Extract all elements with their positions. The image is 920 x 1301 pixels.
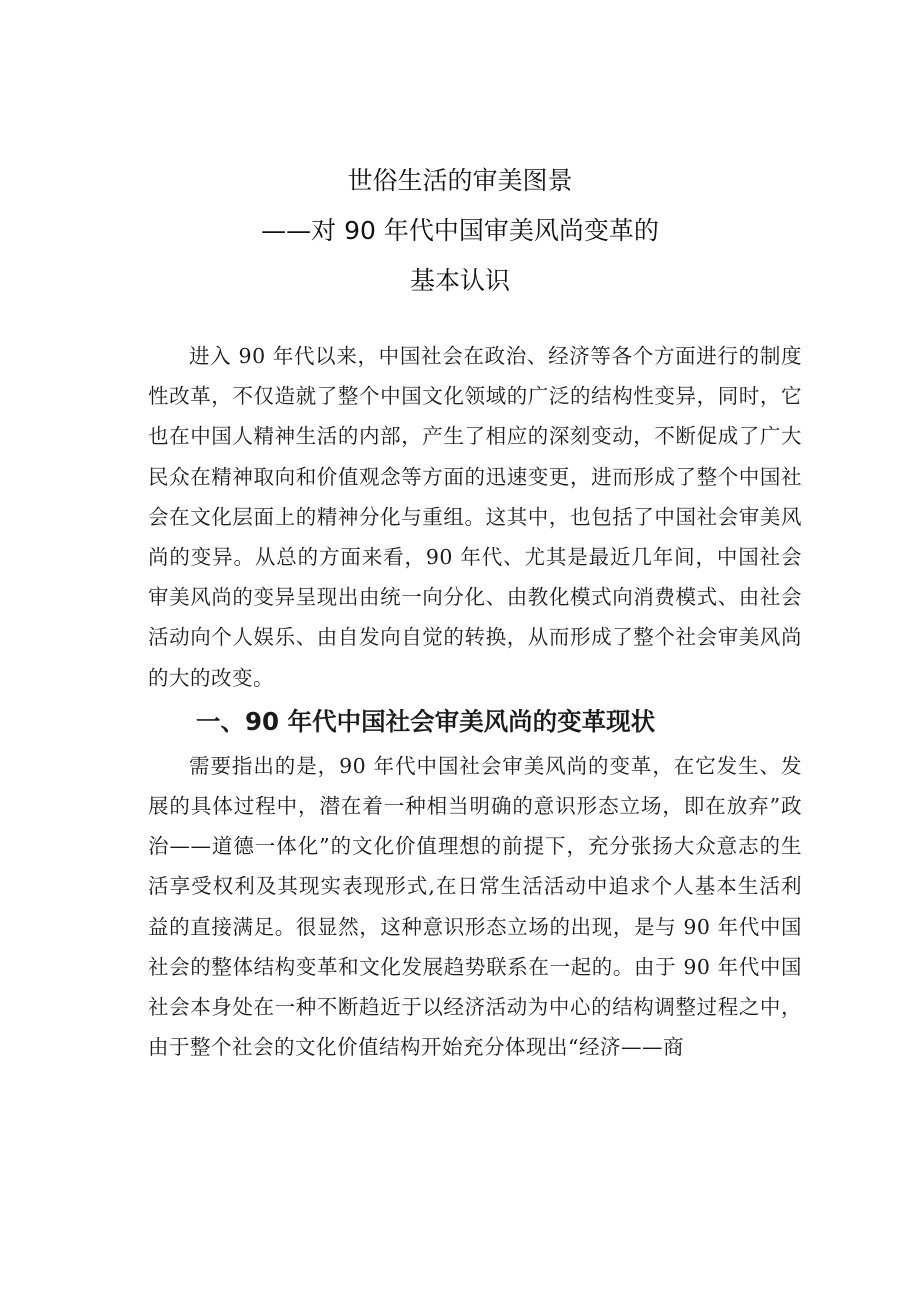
intro-paragraph: 进入 90 年代以来，中国社会在政治、经济等各个方面进行的制度性改革，不仅造就了整个中国文化领域的广泛的结构性变异，同时，它也在中国人精神生活的内部，产生了相应的深刻变动，不断促成了广大民众在精神取向和价值观念等方面的迅速变更，进而形成了整个中国社会在文化层面上的精神分化与重组。这其中，也包括了中国社会审美风尚的变异。从总的方面来看，90 年代、尤其是最近几年间，中国社会审美风尚的变异呈现出由统一向分化、由教化模式向消费模式、由社会活动向个人娱乐、由自发向自觉的转换，从而形成了整个社会审美风尚的大的改变。 [148, 344, 802, 690]
document-subtitle-line-2: 基本认识 [409, 266, 510, 295]
title-block [0, 156, 920, 306]
section-paragraph: 需要指出的是，90 年代中国社会审美风尚的变革，在它发生、发展的具体过程中，潜在着一种相当明确的意识形态立场，即在放弃”政治——道德一体化”的文化价值理想的前提下，充分张扬大众意志的生活享受权利及其现实表现形式,在日常生活活动中追求个人基本生活利益的直接满足。很显然，这种意识形态立场的出现，是与 90 年代中国社会的整体结构变革和文化发展趋势联系在一起的。由于 90 年代中国社会本身处在一种不断趋近于以经济活动为中心的结构调整过程之中，由于整个社会的文化价值结构开始充分体现出“经济——商 [148, 753, 802, 1060]
document-title: 世俗生活的审美图景 [347, 166, 573, 195]
section-heading: 一、90 年代中国社会审美风尚的变革现状 [196, 706, 656, 736]
document-subtitle-line-1: ——对 90 年代中国审美风尚变革的 [261, 216, 659, 245]
document-body [148, 336, 802, 1067]
